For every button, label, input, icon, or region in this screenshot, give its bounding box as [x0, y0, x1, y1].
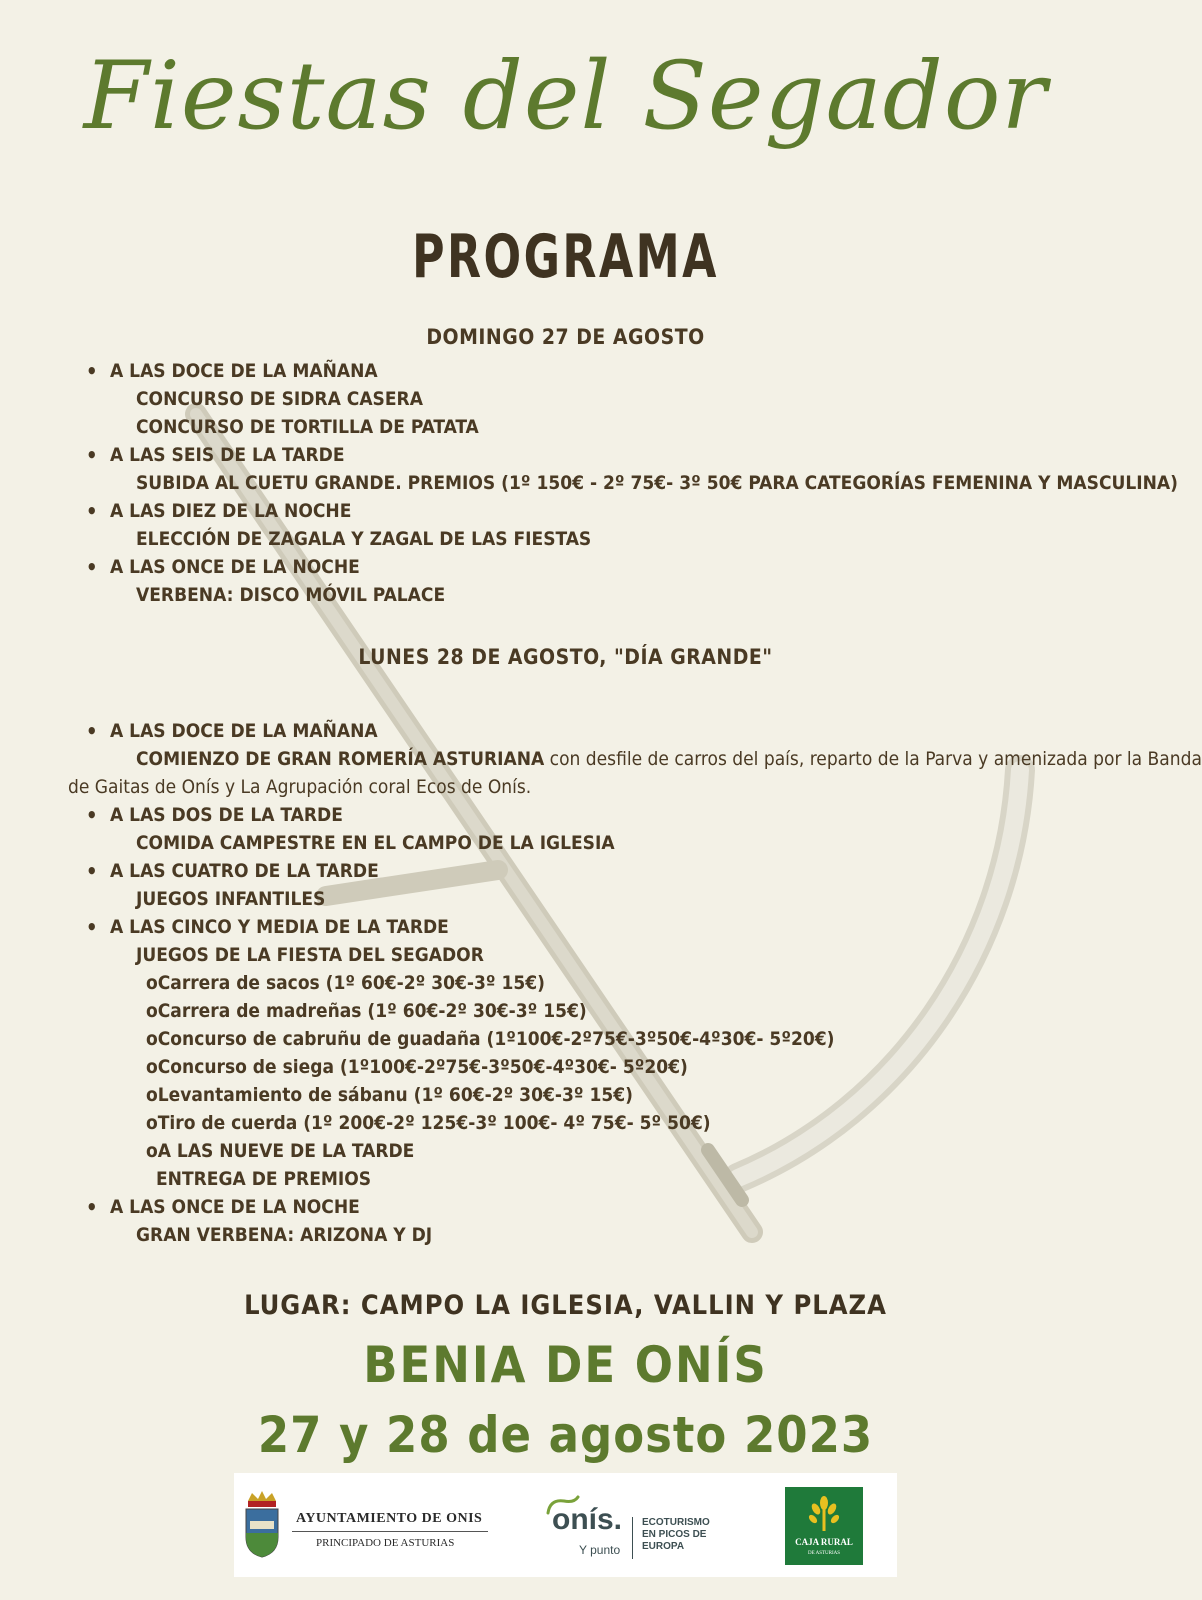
day1-time-noon: • A LAS DOCE DE LA MAÑANA — [110, 357, 378, 385]
day2-heading: LUNES 28 DE AGOSTO, "DÍA GRANDE" — [358, 645, 773, 669]
day2-event-infantiles: JUEGOS INFANTILES — [136, 888, 326, 910]
day1-time-ten: • A LAS DIEZ DE LA NOCHE — [110, 497, 351, 525]
contest-madrenas: oCarrera de madreñas (1º 60€-2º 30€-3º 15€) — [146, 1000, 587, 1022]
caja-rural-name: CAJA RURAL — [795, 1537, 853, 1547]
sponsor-logos — [234, 1473, 897, 1577]
onis-tagline: Y punto — [579, 1543, 621, 1557]
contest-siega: oConcurso de siega (1º100€-2º75€-3º50€-4º30€- 5º20€) — [146, 1056, 688, 1078]
day1-time-eleven: • A LAS ONCE DE LA NOCHE — [110, 553, 360, 581]
day2-time-noon: • A LAS DOCE DE LA MAÑANA — [110, 717, 378, 745]
day2-event-comida: COMIDA CAMPESTRE EN EL CAMPO DE LA IGLESIA — [136, 832, 615, 854]
onis-brand: onís. — [552, 1503, 623, 1536]
onis-divider — [632, 1517, 633, 1559]
day1-heading: DOMINGO 27 DE AGOSTO — [426, 325, 705, 349]
day2-event-gran-verbena: GRAN VERBENA: ARIZONA Y DJ — [136, 1224, 433, 1246]
day2-event-romeria-cont: de Gaitas de Onís y La Agrupación coral Ecos de Onís. — [68, 776, 532, 798]
contest-cuerda: oTiro de cuerda (1º 200€-2º 125€-3º 100€- 4º 75€- 5º 50€) — [146, 1112, 711, 1134]
programa-heading: PROGRAMA — [412, 222, 719, 292]
romeria-description: con desfile de carros del país, reparto de la Parva y amenizada por la Banda — [544, 748, 1202, 770]
day2-time-five-thirty: • A LAS CINCO Y MEDIA DE LA TARDE — [110, 913, 449, 941]
day2-time-two: • A LAS DOS DE LA TARDE — [110, 801, 343, 829]
day2-event-premios: ENTREGA DE PREMIOS — [156, 1168, 372, 1190]
caja-rural-sub: DE ASTURIAS — [807, 1551, 841, 1556]
day2-event-romeria — [136, 745, 1202, 773]
day1-event-tortilla: CONCURSO DE TORTILLA DE PATATA — [136, 416, 479, 438]
day1-event-verbena: VERBENA: DISCO MÓVIL PALACE — [136, 584, 446, 606]
poster-title: Fiestas del Segador — [83, 42, 1048, 151]
day1-event-sidra: CONCURSO DE SIDRA CASERA — [136, 388, 423, 410]
day1-time-six: • A LAS SEIS DE LA TARDE — [110, 441, 345, 469]
venue-line: LUGAR: CAMPO LA IGLESIA, VALLIN Y PLAZA — [244, 1290, 887, 1321]
contest-cabrunu: oConcurso de cabruñu de guadaña (1º100€-2º75€-3º50€-4º30€- 5º20€) — [146, 1028, 835, 1050]
ayuntamiento-name: AYUNTAMIENTO DE ONIS — [296, 1511, 483, 1526]
town-name: BENIA DE ONÍS — [363, 1336, 768, 1394]
contest-sabanu: oLevantamiento de sábanu (1º 60€-2º 30€-3º 15€) — [146, 1084, 633, 1106]
day2-time-eleven: • A LAS ONCE DE LA NOCHE — [110, 1193, 360, 1221]
day2-event-juegos: JUEGOS DE LA FIESTA DEL SEGADOR — [136, 944, 484, 966]
event-dates: 27 y 28 de agosto 2023 — [257, 1406, 874, 1464]
day2-time-nine: oA LAS NUEVE DE LA TARDE — [146, 1140, 415, 1162]
ecoturismo-label: ECOTURISMO EN PICOS DE EUROPA — [642, 1517, 710, 1552]
day1-event-zagala: ELECCIÓN DE ZAGALA Y ZAGAL DE LAS FIESTAS — [136, 528, 592, 550]
principado-name: PRINCIPADO DE ASTURIAS — [316, 1537, 455, 1549]
ayuntamiento-divider — [292, 1531, 488, 1532]
day2-time-four: • A LAS CUATRO DE LA TARDE — [110, 857, 379, 885]
caja-rural-logo — [785, 1487, 863, 1565]
day1-event-subida: SUBIDA AL CUETU GRANDE. PREMIOS (1º 150€ - 2º 75€- 3º 50€ PARA CATEGORÍAS FEMENINA Y MASCULINA) — [136, 472, 1178, 494]
wheat-icon — [807, 1495, 841, 1533]
coat-of-arms-icon — [242, 1491, 282, 1559]
romeria-title: COMIENZO DE GRAN ROMERÍA ASTURIANA — [136, 748, 545, 770]
contest-sacos: oCarrera de sacos (1º 60€-2º 30€-3º 15€) — [146, 972, 545, 994]
